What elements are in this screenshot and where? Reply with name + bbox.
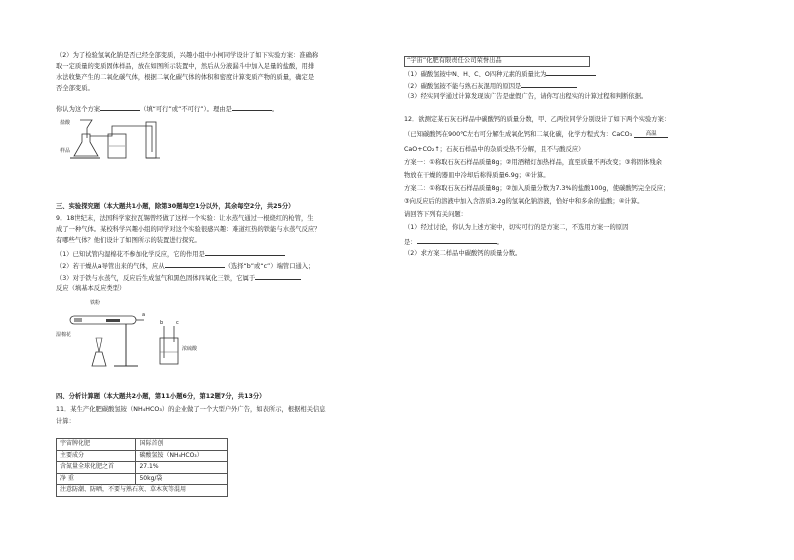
q2-answer-blank-1[interactable] xyxy=(100,104,140,111)
ad-cell: 50kg/袋 xyxy=(136,473,228,485)
fig1-label-funnel: 盐酸 xyxy=(60,120,71,126)
reaction-condition xyxy=(634,131,668,138)
q11-sub-2 xyxy=(404,81,577,92)
ad-table xyxy=(56,438,228,497)
q9-sub-2-tail: （选择“b”或“c”）端管口通入； xyxy=(224,263,315,270)
q12-line-6: 方案二：①称取石灰石样品质量8g；②加入质量分数为7.3%的盐酸100g，使碳酸钙完全反应； xyxy=(404,185,670,192)
q12-line-10: 是： 。 xyxy=(404,239,503,246)
q12-line-9: （1）经过讨论，你认为上述方案中，切实可行的是方案二，不选用方案一的原因 xyxy=(404,224,629,231)
q12-blank-1[interactable] xyxy=(417,237,497,244)
q12-line-4: 方案一：①称取石灰石样品质量8g；②用酒精灯加热样品，直至质量不再改变；③将固体残余 xyxy=(404,159,662,166)
fig2-label-iron: 铁粉 xyxy=(90,300,101,306)
q12-line-11: （2）求方案二样品中碳酸钙的质量分数。 xyxy=(404,250,522,257)
ad-cell-footer: 注意防潮、防晒，不要与熟石灰、草木灰等混用 xyxy=(57,485,228,497)
ad-row xyxy=(57,450,228,462)
fig2-label-b: b xyxy=(160,320,164,326)
q12-line-7: ③向反应后的溶液中加入含溶质3.2g的氢氧化钠溶液，恰好中和多余的盐酸；④计算。 xyxy=(404,198,644,205)
q11-sub-3: （3）经实同学通过计算发现该广告是虚假广告，请你写出程实的计算过程和判断依据。 xyxy=(404,93,648,100)
q2-line-2: 取一定质量的变质固体样品，放在如图所示装置中，然后从分液漏斗中加入足量的盐酸，用排 xyxy=(56,63,315,70)
q2-line-1: （2）为了检验氢氧化钠是否已经全部变质，兴趣小组中小柯同学设计了如下实验方案：准确称 xyxy=(56,52,319,59)
reaction-arrow xyxy=(634,137,668,138)
q9-blank-3[interactable] xyxy=(255,273,301,280)
q9-blank-1[interactable] xyxy=(205,249,285,256)
q11-sub-1-text: （1）碳酸氢铵中N、H、C、O四种元素的质量比为 xyxy=(404,71,547,78)
ad-row xyxy=(57,439,228,451)
ad-row xyxy=(57,473,228,485)
ad-row xyxy=(57,462,228,474)
q9-line-3: 有哪些气体？他们设计了如图所示的装置进行探究。 xyxy=(56,237,201,244)
ad-cell: 国际首创 xyxy=(136,439,228,451)
q2-line-4: 否全部变质。 xyxy=(56,85,94,92)
q2-line-3: 水法收集产生的二氧化碳气体，根据二氧化碳气体的体积和密度计算变质产物的质量，确定是 xyxy=(56,74,315,81)
ad-row xyxy=(57,485,228,497)
q9-sub-2 xyxy=(56,261,314,272)
q11-blank-1[interactable] xyxy=(546,69,596,76)
q12-line-10-text: 是： xyxy=(404,239,417,246)
q11-line-1: 11．某生产化肥碳酸氢铵（NH₄HCO₃）的企业做了一个大型户外广告，如表所示，根据相关信息 xyxy=(56,406,326,413)
figure-gas-collection xyxy=(60,112,170,160)
q9-sub-3b: 反应（填基本反应类型） xyxy=(56,285,126,292)
q12-line-8: 请回答下列有关问题： xyxy=(404,211,467,218)
ad-cell: 27.1% xyxy=(136,462,228,474)
ad-cell: 主要成分 xyxy=(57,450,136,462)
q9-sub-2-text: （2）若干燥从a导管出来的气体，应从 xyxy=(56,263,165,270)
company-box: “宇宙”化肥有限责任公司荣誉出品 xyxy=(404,56,590,67)
q11-sub-1 xyxy=(404,69,596,80)
q2-answer-blank-2[interactable] xyxy=(232,104,272,111)
q11-blank-2[interactable] xyxy=(521,81,577,88)
fig2-label-cotton: 湿棉花 xyxy=(56,332,72,338)
q11-line-2: 计算： xyxy=(56,418,75,425)
figure-iron-steam xyxy=(56,296,216,372)
ad-cell: 含氮量全球化肥之首 xyxy=(57,462,136,474)
section4-title: 四、分析计算题（本大题共2小题，第11小题6分，第12题7分，共13分） xyxy=(56,393,266,400)
section3-title: 三、实验探究题（本大题共1小题，除第30题每空1分以外，其余每空2分，共25分） xyxy=(56,203,295,210)
q9-blank-2[interactable] xyxy=(165,261,225,268)
q12-line-2 xyxy=(404,131,668,140)
q9-sub-1-text: （1）已知试管内湿棉花不参加化学反应，它的作用是 xyxy=(56,251,205,258)
q12-line-1: 12．欲测定某石灰石样品中碳酸钙的质量分数，甲、乙两位同学分别设计了如下两个实验方案： xyxy=(404,116,671,123)
ad-cell: 宇宙牌化肥 xyxy=(57,439,136,451)
q2-ask-b: （填“可行”或“不可行”）。理由是 xyxy=(140,106,232,113)
ad-cell: 净 重 xyxy=(57,473,136,485)
fig2-label-c: c xyxy=(176,320,179,326)
q12-line-3: CaO+CO₂↑；石灰石样品中的杂质受热不分解，且不与酸反应） xyxy=(404,146,585,153)
ad-cell: 碳酸氢铵（NH₄HCO₃） xyxy=(136,450,228,462)
q12-line-2-text: （已知碳酸钙在900℃左右可分解生成氧化钙和二氧化碳，化学方程式为：CaCO₃ xyxy=(404,131,633,138)
fig2-label-a: a xyxy=(142,312,146,318)
q9-line-2: 成了一种气体。某校科学兴趣小组的同学对这个实验很感兴趣：难道红热的铁能与水蒸气反应？ xyxy=(56,226,321,233)
q2-ask-end: 。 xyxy=(271,106,279,113)
q9-sub-3-text: （3）对于铁与水蒸气，反应后生成氢气和黑色固体四氧化三铁，它属于 xyxy=(56,275,256,282)
q9-sub-3 xyxy=(56,273,301,284)
fig1-label-sample: 样品 xyxy=(60,148,71,154)
q12-line-5: 物放在干燥的器皿中冷却后称得质量6.9g；④计算。 xyxy=(404,172,550,179)
high-temp-label: 高温 xyxy=(645,131,657,137)
q11-sub-2-text: （2）碳酸氢铵不能与熟石灰混用的原因是 xyxy=(404,83,522,90)
fig2-label-acid: 浓硫酸 xyxy=(182,346,198,352)
q2-ask-a: 你认为这个方案 xyxy=(56,106,101,113)
q9-sub-1 xyxy=(56,249,285,260)
q9-line-1: 9．18世纪末，法国科学家拉瓦锡曾经做了这样一个实验：让水蒸气通过一根烧红的枪管，生 xyxy=(56,215,314,222)
